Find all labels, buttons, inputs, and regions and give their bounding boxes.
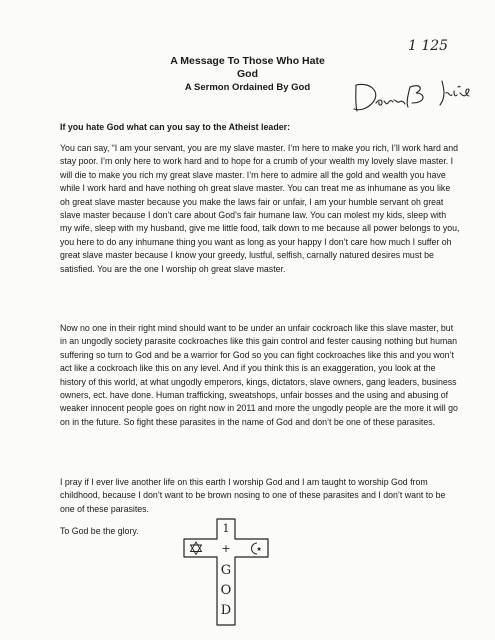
page-number-text: 1 125 — [408, 38, 449, 54]
star-and-crescent-icon — [252, 543, 262, 554]
paragraph-1: You can say, “I am your servant, you are my slave master. I’m here to make you rich, I’ll work hard and stay poor. I’m only here to work hard and to hope for a crumb of your wealth my lovely slave master. I will die to make you rich my great slave master. I’m here to admire all the gold and wealth you have while I work hard and have nothing oh great slave master. You can treat me as inhumane as you like oh great slave master because you make the laws fair or unfair, I am your humble servant oh great slave master because I don’t care about God’s fair humane law. You can molest my kids, sleep with my wife, sleep with my husband, give me little food, talk down to me because all power belongs to you, you here to do any inhumane thing you want as long as your happy I don’t care how much I suffer oh great slave master because I know your greedy, lustful, selfish, carnally natured desires must be satisfied. You are the one I worship oh great slave master. — [60, 143, 460, 274]
title-line-2: God — [237, 68, 258, 80]
paragraph-3: I pray if I ever live another life on this earth I worship God and I am taught to worship God from childhood, because I don’t want to be brown nosing to one of these parasites and I don’t want to be one of these parasites. — [60, 477, 446, 514]
paragraph-2: Now no one in their right mind should want to be under an unfair cockroach like this slave master, but in an ungodly society parasite cockroaches like this gain control and fester causing nothing but human suffering so turn to God and be a warrior for God so you can fight cockroaches like this and you won’t act like a cockroach like this on any level. And if you think this is an exaggeration, you look at the history of this world, at what ungodly emperors, kings, dictators, slave owners, gang leaders, business owners, ect. have done. Human trafficking, sweatshops, unfair bosses and the using and abusing of weaker innocent people goes on right now in 2011 and more the ungodly people are the more it will go on in the future. So fight these parasites in the name of God and don’t be one of these parasites. — [60, 323, 458, 427]
closing-line: To God be the glory. — [60, 526, 139, 536]
cross-letter-o: O — [220, 583, 232, 598]
handwritten-signature — [350, 73, 475, 117]
star-of-david-icon — [191, 542, 202, 555]
cross-letter-d: D — [220, 603, 232, 618]
cross-center-mark: + — [221, 542, 231, 555]
cross-top-number: 1 — [222, 522, 230, 535]
intro-line: If you hate God what can you say to the Atheist leader: — [60, 122, 291, 132]
cross-letter-g: G — [220, 563, 232, 578]
title-line-1: A Message To Those Who Hate — [170, 55, 325, 67]
hand-drawn-cross — [180, 516, 272, 628]
subtitle: A Sermon Ordained By God — [184, 82, 311, 93]
